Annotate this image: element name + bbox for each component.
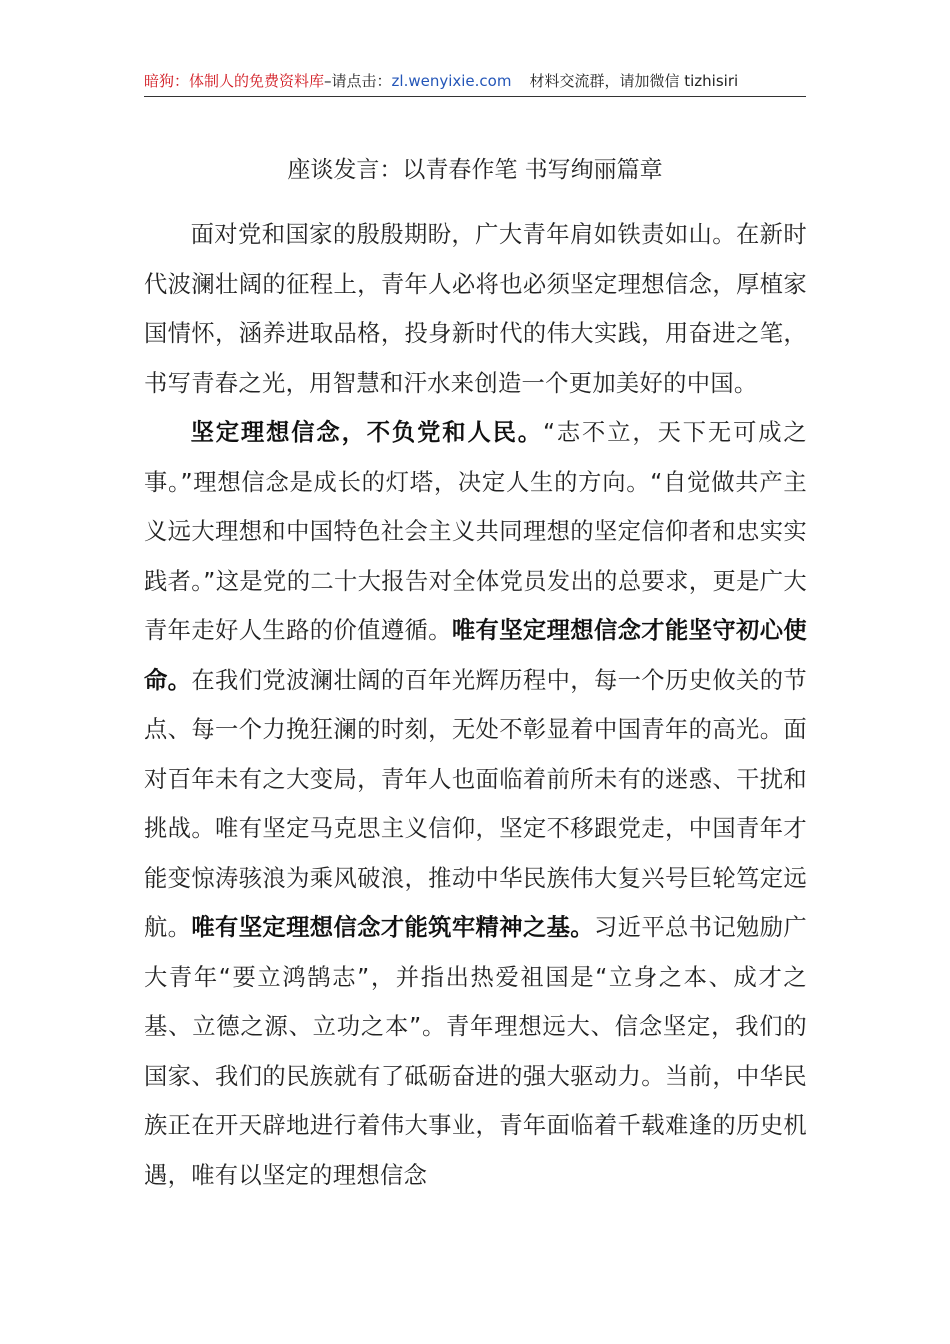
paragraph-intro: 面对党和国家的殷殷期盼，广大青年肩如铁责如山。在新时代波澜壮阔的征程上，青年人必将也必须坚定理想信念，厚植家国情怀，涵养进取品格，投身新时代的伟大实践，用奋进之笔，书写青春之光，用智慧和汗水来创造一个更加美好的中国。 xyxy=(144,221,807,397)
paragraph-ideals xyxy=(144,408,807,1200)
paragraph-text: “志不立，天下无可成之事。”理想信念是成长的灯塔，决定人生的方向。“自觉做共产主义远大理想和中国特色社会主义共同理想的坚定信仰者和忠实实践者。”这是党的二十大报告对全体党员发出的总要求，更是广大青年走好人生路的价值遵循。 xyxy=(144,419,808,644)
bold-point-foundation: 唯有坚定理想信念才能筑牢精神之基。 xyxy=(191,914,594,941)
page-header xyxy=(144,68,806,97)
paragraph-text: 习近平总书记勉励广大青年“要立鸿鹄志”，并指出热爱祖国是“立身之本、成才之基、立德之源、立功之本”。青年理想远大、信念坚定，我们的国家、我们的民族就有了砥砺奋进的强大驱动力。当前，中华民族正在开天辟地进行着伟大事业，青年面临着千载难逢的历史机遇，唯有以坚定的理想信念 xyxy=(144,914,807,1189)
header-url-link[interactable]: zl.wenyixie.com xyxy=(391,72,512,90)
header-group-info: 材料交流群，请加微信 tizhisiri xyxy=(529,72,739,90)
document-body xyxy=(144,210,807,1200)
bold-point-mission: 唯有坚定理想信念才能坚守初心使命。 xyxy=(144,617,807,694)
section-heading: 坚定理想信念，不负党和人民。 xyxy=(190,419,543,446)
document-title: 座谈发言：以青春作笔 书写绚丽篇章 xyxy=(287,157,663,183)
header-brand: 暗狗：体制人的免费资料库 xyxy=(144,72,325,90)
paragraph-text: 在我们党波澜壮阔的百年光辉历程中，每一个历史攸关的节点、每一个力挽狂澜的时刻，无处不彰显着中国青年的高光。面对百年未有之大变局，青年人也面临着前所未有的迷惑、干扰和挑战。唯有坚定马克思主义信仰，坚定不移跟党走，中国青年才能变惊涛骇浪为乘风破浪，推动中华民族伟大复兴号巨轮笃定远航。 xyxy=(144,666,807,941)
header-click-label: –请点击： xyxy=(324,72,392,90)
